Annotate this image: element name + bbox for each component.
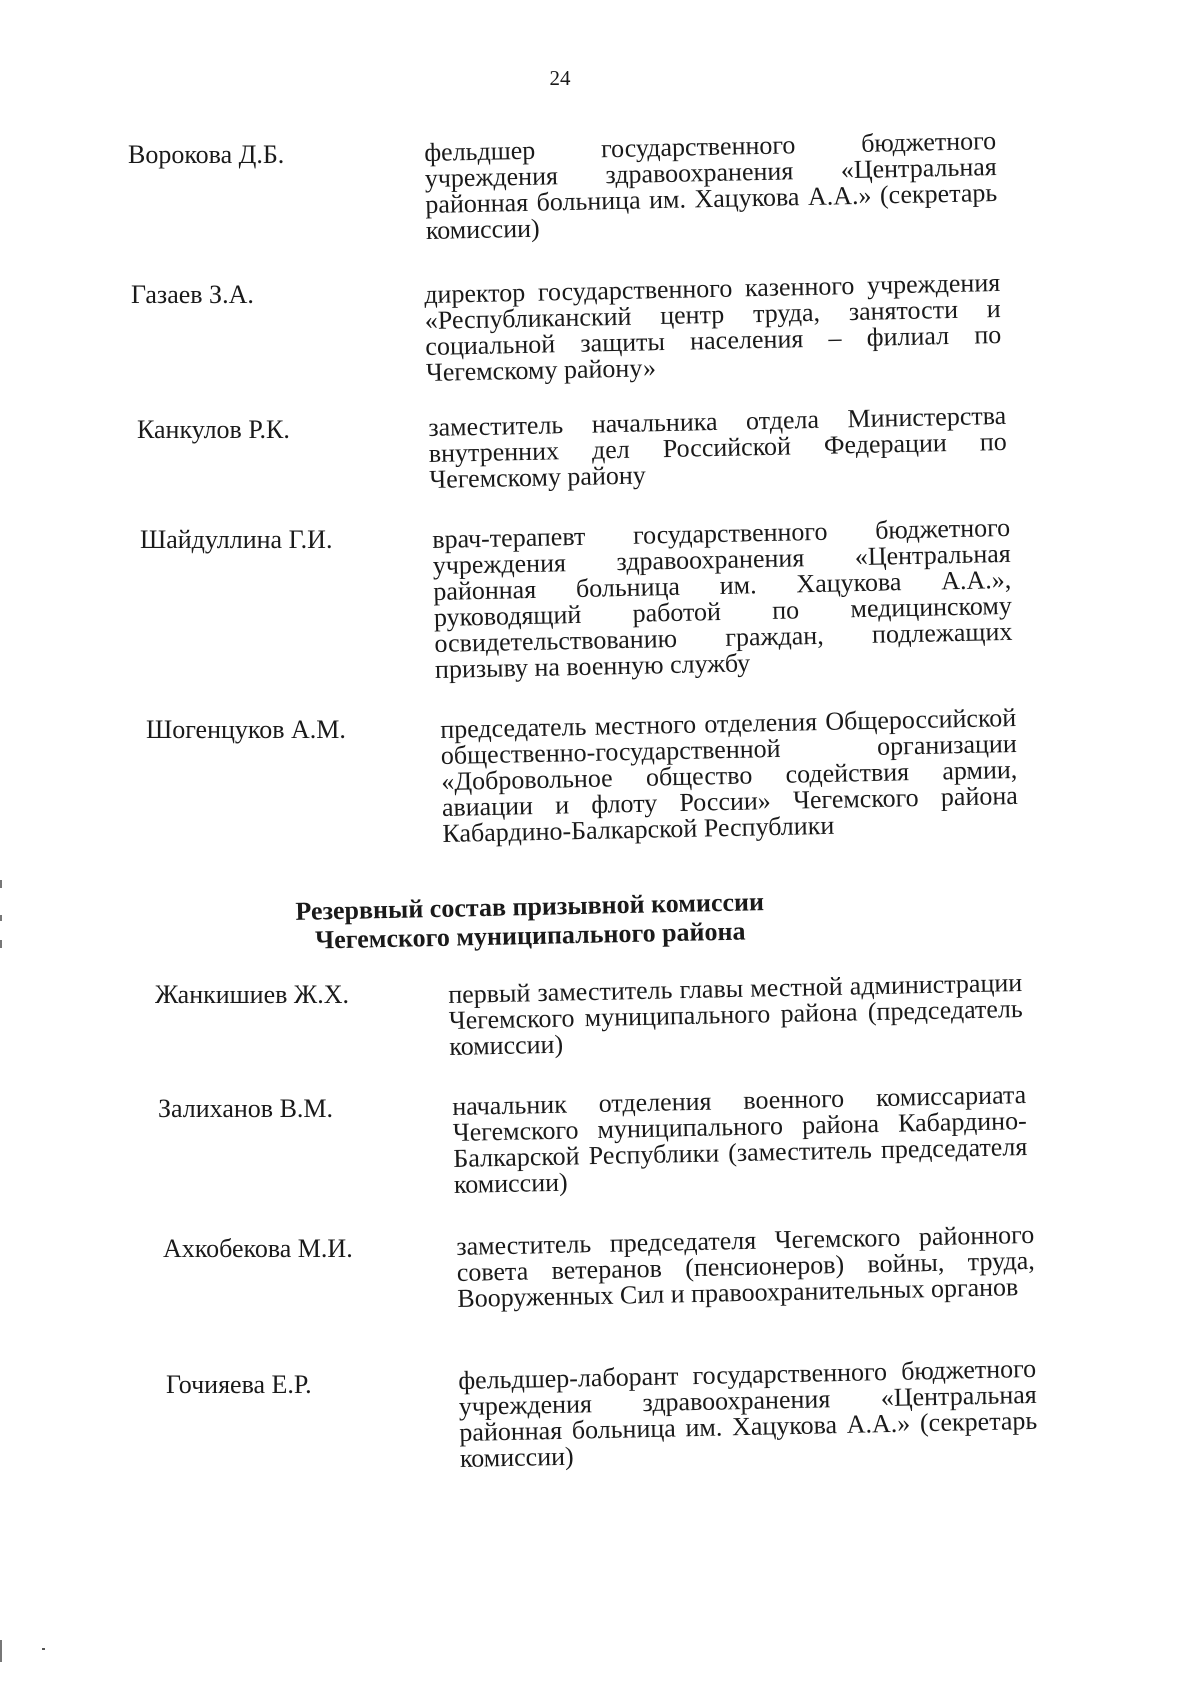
member-role: начальник отделения военного комиссариата Чегемского муниципального района Кабардино-Балкарской Республики (заместитель председателя комиссии) — [451, 1079, 1028, 1199]
member-name: Шайдуллина Г.И. — [140, 525, 333, 554]
member-name: Ворокова Д.Б. — [128, 140, 285, 169]
heading-line-1: Резервный состав призывной комиссии — [295, 887, 765, 926]
member-role: фельдшер-лаборант государственного бюджетного учреждения здравоохранения «Центральная районная больница им. Хацукова А.А.» (секретарь комиссии) — [457, 1353, 1038, 1473]
member-name: Ахкобекова М.И. — [163, 1234, 353, 1263]
member-name: Канкулов Р.К. — [137, 415, 290, 444]
member-role: фельдшер государственного бюджетного учреждения здравоохранения «Центральная районная больница им. Хацукова А.А.» (секретарь комиссии) — [423, 126, 998, 245]
member-role: директор государственного казенного учреждения «Республиканский центр труда, занятости и социальной защиты населения – филиал по Чегемскому району» — [423, 267, 1002, 387]
member-name: Жанкишиев Ж.Х. — [155, 980, 349, 1009]
scan-margin-mark — [0, 1640, 2, 1662]
heading-line-2: Чегемского муниципального района — [314, 916, 746, 955]
member-role: заместитель председателя Чегемского районного совета ветеранов (пенсионеров) войны, труда, Вооруженных Сил и правоохранительных органов — [455, 1219, 1035, 1313]
scan-margin-mark — [0, 915, 2, 921]
member-name: Гочияева Е.Р. — [166, 1370, 312, 1399]
member-role: первый заместитель главы местной администрации Чегемского муниципального района (председатель комиссии) — [447, 967, 1023, 1061]
member-name: Залиханов В.М. — [158, 1094, 334, 1123]
member-role: врач-терапевт государственного бюджетного учреждения здравоохранения «Центральная районная больница им. Хацукова А.А.», руководящий работой по медицинскому освидетельствованию граждан, подлежащих призыву на военную службу — [431, 512, 1013, 684]
scan-margin-mark — [0, 880, 2, 888]
reserve-commission-heading — [199, 885, 860, 957]
member-name: Шогенцуков А.М. — [146, 715, 346, 744]
scan-margin-mark — [0, 940, 2, 948]
page-number: 24 — [549, 66, 571, 90]
member-role: председатель местного отделения Общероссийской общественно-государственной организации «Добровольное общество содействия армии, авиации и флоту России» Чегемского района Кабардино-Балкарской Республики — [439, 702, 1019, 848]
member-name: Газаев З.А. — [131, 280, 254, 309]
member-role: заместитель начальника отдела Министерства внутренних дел Российской Федерации по Чегемскому району — [427, 400, 1007, 494]
scan-speck — [42, 1648, 45, 1650]
